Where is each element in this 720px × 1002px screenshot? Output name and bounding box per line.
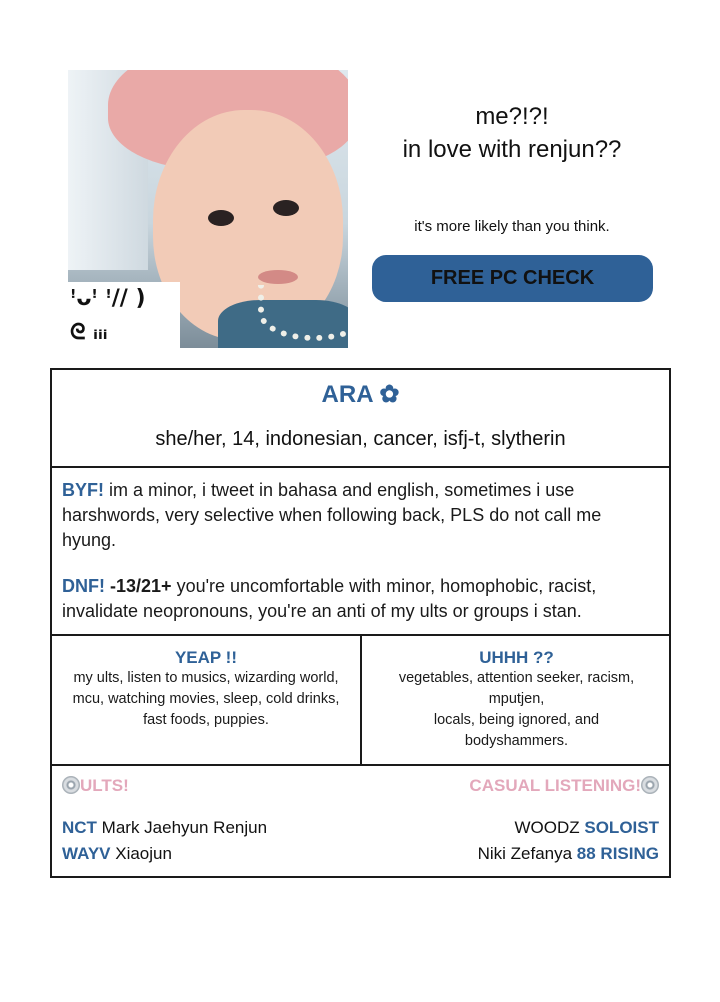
profile-name-line — [52, 380, 669, 409]
cd-icon — [641, 776, 659, 794]
casual-label: 88 RISING — [576, 844, 659, 863]
profile-photo — [68, 70, 348, 348]
likes-title: YEAP !! — [174, 648, 238, 667]
profile-card — [50, 368, 671, 878]
name-row — [52, 370, 669, 468]
byf-paragraph — [62, 478, 659, 553]
ult-line — [62, 844, 172, 864]
ults-heading — [62, 776, 129, 796]
dnf-paragraph — [62, 574, 659, 624]
casual-line — [514, 818, 659, 838]
ult-members: Xiaojun — [110, 844, 172, 863]
dnf-tag: DNF! — [62, 576, 105, 596]
headline — [372, 100, 652, 166]
photo-eye-left — [208, 210, 234, 226]
likes-column — [52, 636, 362, 764]
dnf-text: you're uncomfortable with minor, homophobic, racist, invalidate neopronouns, you're an anti of my ults or groups i stan. — [62, 576, 597, 621]
photo-lips — [258, 270, 298, 284]
dislikes-line1: vegetables, attention seeker, racism, — [398, 670, 635, 686]
dnf-age: -13/21+ — [105, 576, 172, 596]
headline-line2: in love with renjun?? — [402, 136, 622, 163]
casual-artist: Niki Zefanya — [477, 844, 577, 863]
byf-tag: BYF! — [62, 480, 104, 500]
dislikes-column — [362, 636, 671, 764]
profile-name: ARA — [321, 381, 373, 408]
photo-caption-line1: ꜝ⁠ᴗ⁠ꜝ ꜝ⁠/⁠/⁠ ) — [70, 286, 146, 311]
photo-eye-right — [273, 200, 299, 216]
likes-row — [52, 636, 669, 766]
dislikes-title: UHHH ?? — [479, 648, 554, 667]
byf-text: im a minor, i tweet in bahasa and english, sometimes i use harshwords, very selective when following back, PLS do not call me hyung. — [62, 480, 602, 550]
ult-members: Mark Jaehyun Renjun — [96, 818, 268, 837]
profile-bio: she/her, 14, indonesian, cancer, isfj-t, slytherin — [155, 428, 566, 450]
casual-artist: WOODZ — [514, 818, 585, 837]
photo-caption — [68, 282, 180, 348]
subline: it's more likely than you think. — [414, 218, 610, 235]
ult-group: NCT — [62, 818, 97, 837]
casual-label: SOLOIST — [584, 818, 659, 837]
free-pc-check-button[interactable]: FREE PC CHECK — [372, 255, 653, 302]
dislikes-line4: bodyshammers. — [464, 733, 569, 749]
music-row — [52, 766, 669, 876]
dislikes-line2: mputjen, — [488, 691, 545, 707]
flower-icon: ✿ — [379, 381, 400, 408]
ult-group: WAYV — [62, 844, 111, 863]
dislikes-line3: locals, being ignored, and — [433, 712, 600, 728]
headline-line1: me?!?! — [475, 103, 549, 130]
casual-title: CASUAL LISTENING! — [469, 776, 641, 795]
rules-row — [52, 468, 669, 636]
likes-text: my ults, listen to musics, wizarding world, mcu, watching movies, sleep, cold drinks, fast foods, puppies. — [72, 670, 340, 728]
cd-icon — [62, 776, 80, 794]
casual-heading — [469, 776, 659, 796]
photo-caption-line2: ᘓ ᵢᵢᵢ — [70, 320, 108, 345]
ult-line — [62, 818, 267, 838]
casual-line — [478, 844, 659, 864]
ults-title: ULTS! — [80, 776, 129, 795]
